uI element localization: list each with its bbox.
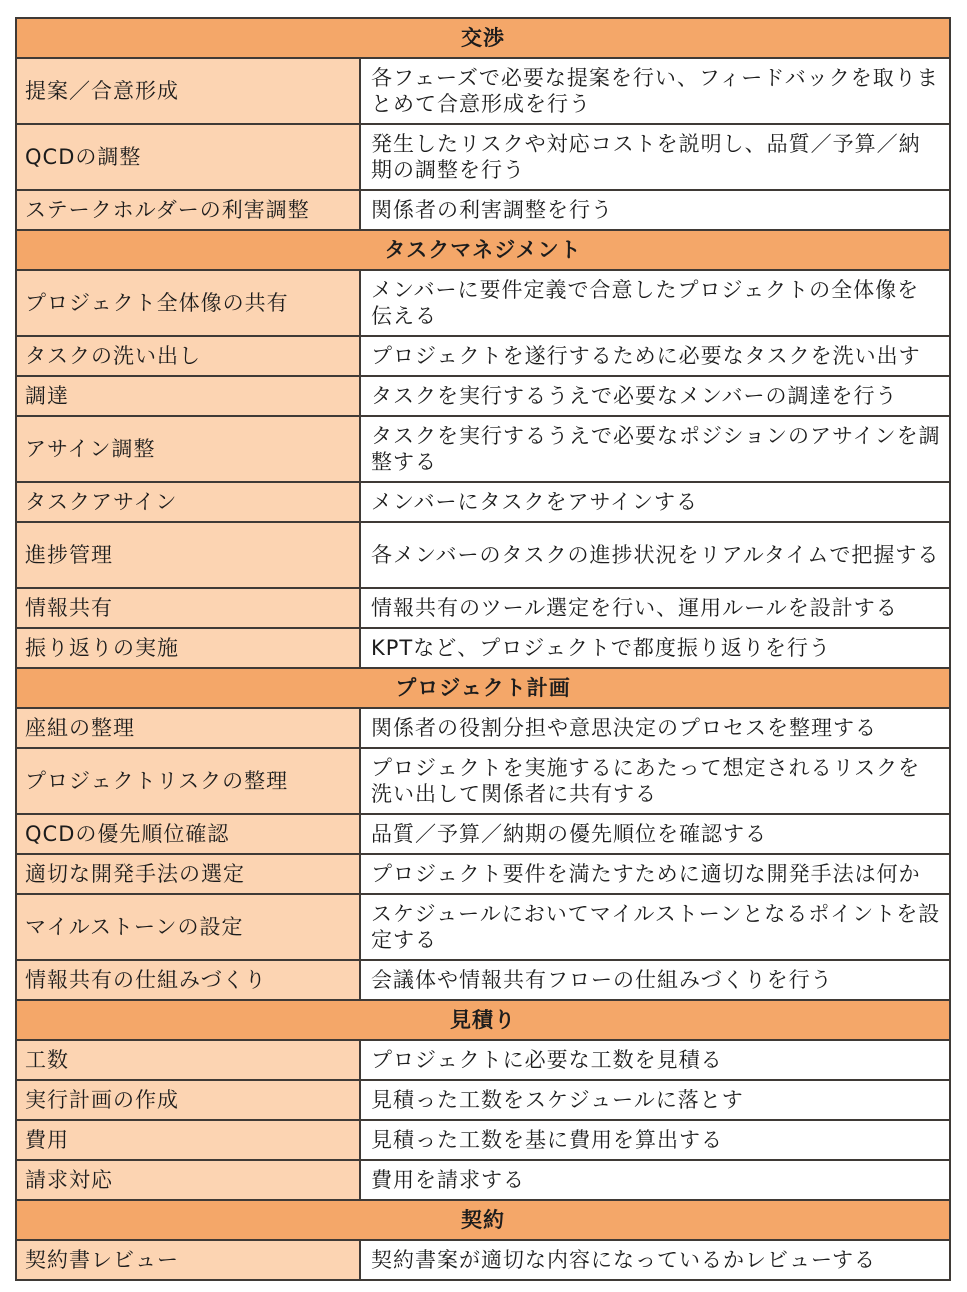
item-description: メンバーにタスクをアサインする [360,482,950,522]
table-row [16,58,950,124]
task-table [15,17,951,1281]
table-row [16,416,950,482]
item-description: 各メンバーのタスクの進捗状況をリアルタイムで把握する [360,522,950,588]
item-description: プロジェクトを遂行するために必要なタスクを洗い出す [360,336,950,376]
section-header-row [16,1200,950,1240]
item-description: タスクを実行するうえで必要なポジションのアサインを調整する [360,416,950,482]
table-row [16,522,950,588]
item-name: 実行計画の作成 [16,1080,360,1120]
table-row [16,124,950,190]
item-name: タスクの洗い出し [16,336,360,376]
item-description: 会議体や情報共有フローの仕組みづくりを行う [360,960,950,1000]
item-description: 情報共有のツール選定を行い、運用ルールを設計する [360,588,950,628]
item-name: マイルストーンの設定 [16,894,360,960]
item-name: 適切な開発手法の選定 [16,854,360,894]
item-name: 座組の整理 [16,708,360,748]
table-row [16,960,950,1000]
item-description: 見積った工数を基に費用を算出する [360,1120,950,1160]
item-name: 工数 [16,1040,360,1080]
section-title: タスクマネジメント [16,230,950,270]
table-row [16,1120,950,1160]
item-description: プロジェクト要件を満たすために適切な開発手法は何か [360,854,950,894]
section-header-row [16,230,950,270]
item-description: 見積った工数をスケジュールに落とす [360,1080,950,1120]
item-name: 費用 [16,1120,360,1160]
item-description: メンバーに要件定義で合意したプロジェクトの全体像を伝える [360,270,950,336]
table-row [16,854,950,894]
section-header-row [16,18,950,58]
table-body [16,18,950,1280]
item-name: QCDの優先順位確認 [16,814,360,854]
item-description: 各フェーズで必要な提案を行い、フィードバックを取りまとめて合意形成を行う [360,58,950,124]
item-name: プロジェクト全体像の共有 [16,270,360,336]
section-title: 契約 [16,1200,950,1240]
item-name: 情報共有 [16,588,360,628]
table-row [16,376,950,416]
item-description: 品質／予算／納期の優先順位を確認する [360,814,950,854]
item-description: 契約書案が適切な内容になっているかレビューする [360,1240,950,1280]
table-row [16,1240,950,1280]
item-description: 関係者の役割分担や意思決定のプロセスを整理する [360,708,950,748]
item-name: タスクアサイン [16,482,360,522]
table-row [16,1160,950,1200]
table-row [16,588,950,628]
item-description: タスクを実行するうえで必要なメンバーの調達を行う [360,376,950,416]
item-description: 費用を請求する [360,1160,950,1200]
item-description: プロジェクトを実施するにあたって想定されるリスクを洗い出して関係者に共有する [360,748,950,814]
item-name: 請求対応 [16,1160,360,1200]
table-row [16,628,950,668]
item-name: 調達 [16,376,360,416]
item-description: 発生したリスクや対応コストを説明し、品質／予算／納期の調整を行う [360,124,950,190]
table-row [16,336,950,376]
table-row [16,1080,950,1120]
item-description: KPTなど、プロジェクトで都度振り返りを行う [360,628,950,668]
table-row [16,748,950,814]
item-name: 進捗管理 [16,522,360,588]
section-header-row [16,668,950,708]
section-title: プロジェクト計画 [16,668,950,708]
item-description: 関係者の利害調整を行う [360,190,950,230]
table-row [16,270,950,336]
table-row [16,814,950,854]
item-description: スケジュールにおいてマイルストーンとなるポイントを設定する [360,894,950,960]
item-name: 振り返りの実施 [16,628,360,668]
item-name: 提案／合意形成 [16,58,360,124]
table-row [16,894,950,960]
section-header-row [16,1000,950,1040]
item-name: ステークホルダーの利害調整 [16,190,360,230]
table-row [16,190,950,230]
item-name: 情報共有の仕組みづくり [16,960,360,1000]
item-name: アサイン調整 [16,416,360,482]
table-row [16,482,950,522]
table-row [16,708,950,748]
section-title: 見積り [16,1000,950,1040]
item-name: 契約書レビュー [16,1240,360,1280]
item-name: QCDの調整 [16,124,360,190]
item-description: プロジェクトに必要な工数を見積る [360,1040,950,1080]
table-row [16,1040,950,1080]
section-title: 交渉 [16,18,950,58]
item-name: プロジェクトリスクの整理 [16,748,360,814]
